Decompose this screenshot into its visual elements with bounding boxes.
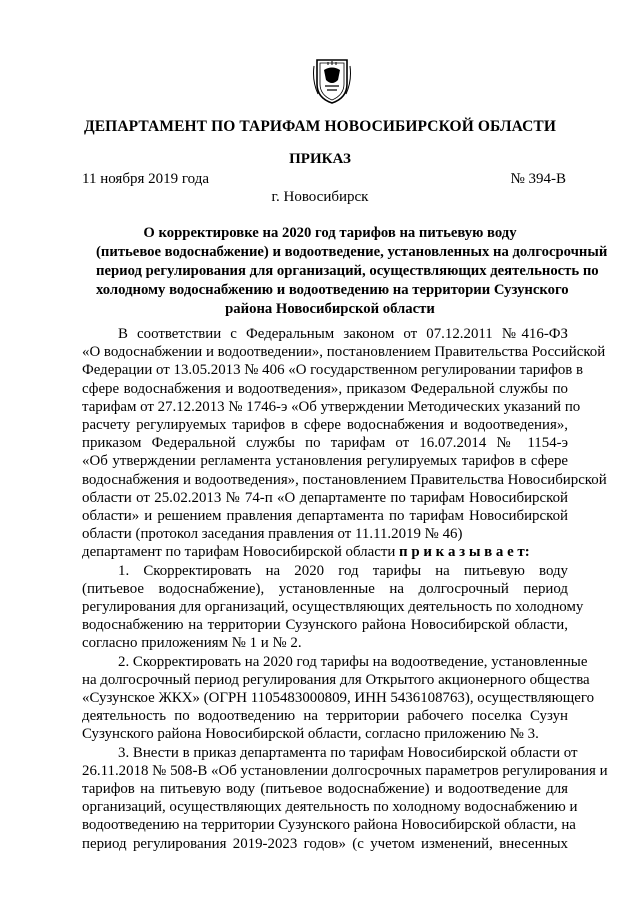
subject-line: холодному водоснабжению и водоотведению на территории Сузунского: [96, 282, 569, 298]
text-line: области» и решением правления департамента по тарифам Новосибирской: [82, 508, 568, 525]
text-line: 3. Внести в приказ департамента по тарифам Новосибирской области от: [118, 744, 578, 761]
document-city: г. Новосибирск: [271, 189, 369, 205]
subject-line: района Новосибирской области: [225, 301, 435, 317]
decree-keyword: п р и к а з ы в а е т:: [399, 544, 530, 561]
item-3-paragraph: [82, 744, 608, 853]
decree-text: департамент по тарифам Новосибирской области: [82, 544, 400, 561]
text-line: расчету регулируемых тарифов в сфере водоснабжения и водоотведения»,: [82, 417, 568, 434]
subject-line: О корректировке на 2020 год тарифов на питьевую воду: [143, 225, 517, 241]
document-type: ПРИКАЗ: [289, 151, 351, 167]
subject-line: период регулирования для организаций, осуществляющих деятельность по: [96, 263, 599, 279]
text-line: на долгосрочный период регулирования для Открытого акционерного общества: [82, 671, 590, 688]
decree-line: [82, 543, 568, 561]
document-number: № 394-В: [510, 171, 566, 187]
preamble-paragraph: [82, 325, 607, 543]
text-line: «О водоснабжении и водоотведении», постановлением Правительства Российской: [82, 344, 606, 361]
text-line: Федерации от 13.05.2013 № 406 «О государственном регулировании тарифов в: [82, 362, 584, 379]
text-line: «Об утверждении регламента установления регулируемых тарифов в сфере: [82, 453, 568, 470]
novosibirsk-coat-of-arms-icon: [312, 56, 352, 106]
text-line: водоснабжения и водоотведения», постановлением Правительства Новосибирской: [82, 471, 607, 488]
text-line: согласно приложениям № 1 и № 2.: [82, 635, 302, 652]
subject-line: (питьевое водоснабжение) и водоотведение, установленных на долгосрочный: [96, 244, 608, 260]
text-line: период регулирования 2019-2023 годов» (с учетом изменений, внесенных: [82, 835, 568, 852]
text-line: приказом Федеральной службы по тарифам от 16.07.2014 № 1154-э: [82, 435, 568, 452]
item-1-paragraph: [82, 562, 584, 653]
item-2-paragraph: [82, 653, 595, 744]
text-line: тарифам от 27.12.2013 № 1746-э «Об утверждении Методических указаний по: [82, 398, 581, 415]
document-date: 11 ноября 2019 года: [82, 171, 210, 187]
document-body: [82, 325, 608, 853]
text-line: В соответствии с Федеральным законом от 07.12.2011 №416-ФЗ: [118, 326, 568, 342]
text-line: деятельность по водоотведению на территории рабочего поселка Сузун: [82, 708, 568, 725]
text-line: водоснабжению на территории Сузунского района Новосибирской области,: [82, 617, 568, 634]
text-line: 26.11.2018 № 508-В «Об установлении долгосрочных параметров регулирования и: [82, 762, 608, 779]
text-line: регулирования для организаций, осуществляющих деятельность по холодному: [82, 599, 584, 616]
text-line: 2. Скорректировать на 2020 год тарифы на водоотведение, установленные: [118, 653, 588, 670]
text-line: (питьевое водоснабжение), установленные на долгосрочный период: [82, 580, 568, 597]
text-line: «Сузунское ЖКХ» (ОГРН 1105483000809, ИНН 5436108763), осуществляющего: [82, 690, 595, 707]
text-line: сфере водоснабжения и водоотведения», приказом Федеральной службы по: [82, 380, 568, 397]
text-line: тарифов на питьевую воду (питьевое водоснабжение) и водоотведение для: [82, 781, 568, 798]
text-line: области (протокол заседания правления от 11.11.2019 № 46): [82, 526, 463, 543]
text-line: области от 25.02.2013 № 74-п «О департаменте по тарифам Новосибирской: [82, 489, 568, 506]
text-line: 1. Скорректировать на 2020 год тарифы на питьевую воду: [118, 562, 568, 579]
text-line: Сузунского района Новосибирской области, согласно приложению № 3.: [82, 726, 539, 743]
document-subject: [96, 224, 608, 319]
text-line: организаций, осуществляющих деятельность по холодному водоснабжению и: [82, 799, 578, 816]
text-line: водоотведению на территории Сузунского района Новосибирской области, на: [82, 817, 576, 834]
department-title: ДЕПАРТАМЕНТ ПО ТАРИФАМ НОВОСИБИРСКОЙ ОБЛАСТИ: [83, 118, 557, 135]
